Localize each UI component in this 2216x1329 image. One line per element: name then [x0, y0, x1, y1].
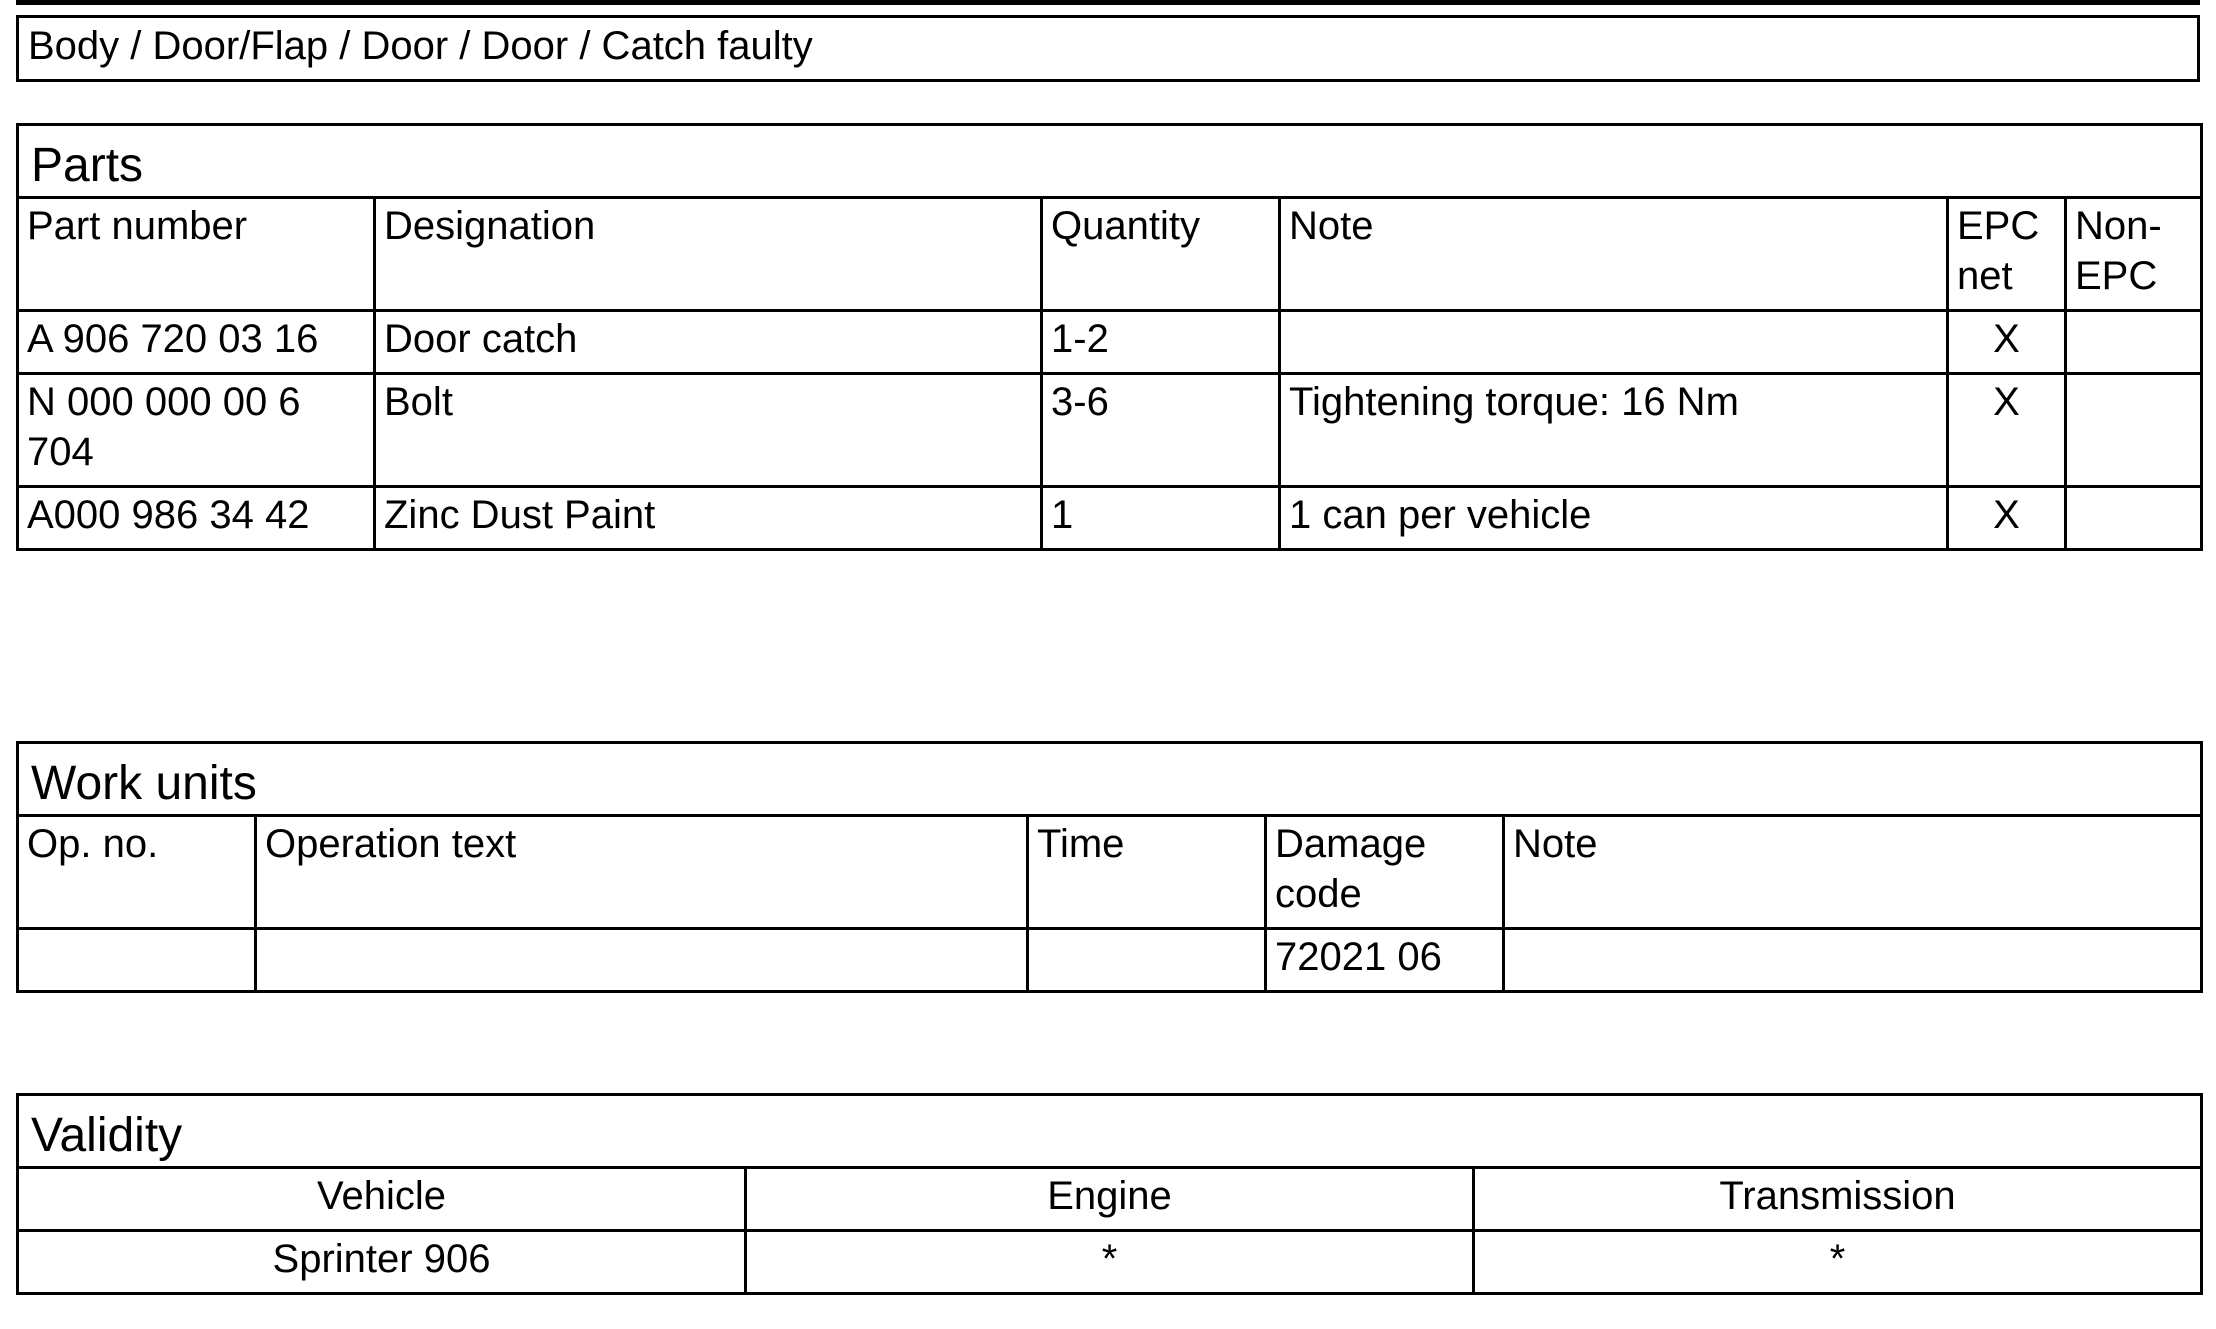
note-cell — [1504, 929, 2202, 992]
work-units-header-row — [18, 816, 2202, 929]
header-quantity: Quantity — [1042, 198, 1280, 311]
note-cell: Tightening torque: 16 Nm — [1280, 374, 1948, 487]
header-note: Note — [1280, 198, 1948, 311]
engine-cell: * — [746, 1231, 1474, 1294]
header-operation-text: Operation text — [256, 816, 1028, 929]
part-number-cell: N 000 000 00 6 704 — [18, 374, 375, 487]
header-damage-code: Damage code — [1266, 816, 1504, 929]
header-transmission: Transmission — [1474, 1168, 2202, 1231]
parts-table — [16, 123, 2203, 551]
header-non-epc: Non-EPC — [2066, 198, 2202, 311]
quantity-cell: 1 — [1042, 487, 1280, 550]
header-epc-net: EPC net — [1948, 198, 2066, 311]
header-op-no: Op. no. — [18, 816, 256, 929]
designation-cell: Door catch — [375, 311, 1042, 374]
work-units-title: Work units — [18, 743, 2202, 816]
parts-header-row — [18, 198, 2202, 311]
non-epc-cell — [2066, 374, 2202, 487]
table-row — [18, 487, 2202, 550]
header-time: Time — [1028, 816, 1266, 929]
top-rule — [16, 0, 2200, 5]
breadcrumb: Body / Door/Flap / Door / Door / Catch faulty — [16, 15, 2200, 82]
epc-net-cell: X — [1948, 311, 2066, 374]
vehicle-cell: Sprinter 906 — [18, 1231, 746, 1294]
header-part-number: Part number — [18, 198, 375, 311]
header-vehicle: Vehicle — [18, 1168, 746, 1231]
epc-net-cell: X — [1948, 487, 2066, 550]
epc-net-cell: X — [1948, 374, 2066, 487]
quantity-cell: 3-6 — [1042, 374, 1280, 487]
part-number-cell: A000 986 34 42 — [18, 487, 375, 550]
validity-header-row — [18, 1168, 2202, 1231]
validity-table — [16, 1093, 2203, 1295]
designation-cell: Bolt — [375, 374, 1042, 487]
table-row — [18, 929, 2202, 992]
non-epc-cell — [2066, 487, 2202, 550]
note-cell — [1280, 311, 1948, 374]
table-row — [18, 374, 2202, 487]
note-cell: 1 can per vehicle — [1280, 487, 1948, 550]
time-cell — [1028, 929, 1266, 992]
parts-title: Parts — [18, 125, 2202, 198]
header-designation: Designation — [375, 198, 1042, 311]
header-engine: Engine — [746, 1168, 1474, 1231]
work-units-table — [16, 741, 2203, 993]
quantity-cell: 1-2 — [1042, 311, 1280, 374]
operation-text-cell — [256, 929, 1028, 992]
table-row — [18, 1231, 2202, 1294]
transmission-cell: * — [1474, 1231, 2202, 1294]
part-number-cell: A 906 720 03 16 — [18, 311, 375, 374]
damage-code-cell: 72021 06 — [1266, 929, 1504, 992]
designation-cell: Zinc Dust Paint — [375, 487, 1042, 550]
header-note: Note — [1504, 816, 2202, 929]
table-row — [18, 311, 2202, 374]
non-epc-cell — [2066, 311, 2202, 374]
op-no-cell — [18, 929, 256, 992]
validity-title: Validity — [18, 1095, 2202, 1168]
